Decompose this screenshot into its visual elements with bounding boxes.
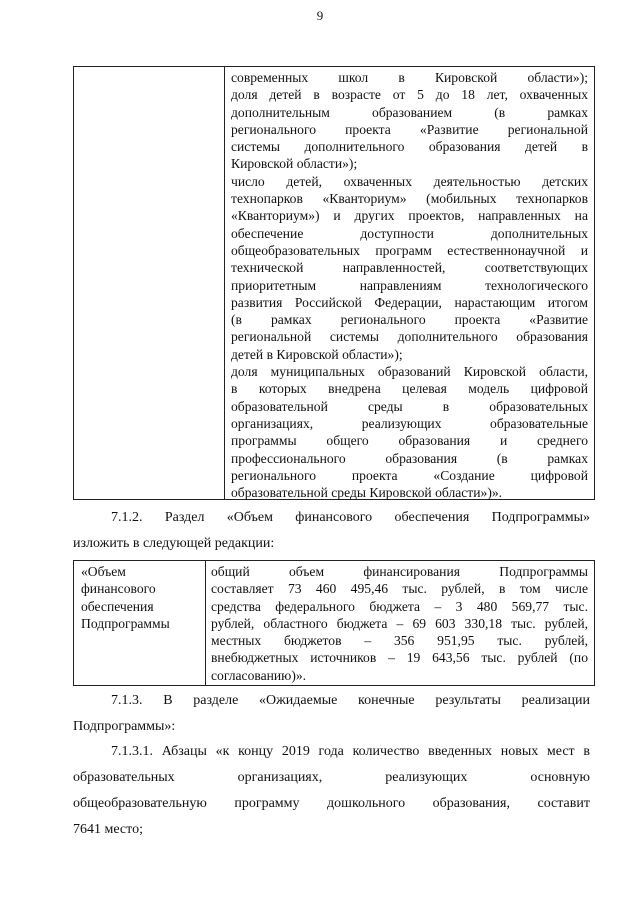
financing-label-line: Подпрограммы xyxy=(81,615,170,631)
financing-label-line: «Объем xyxy=(81,564,126,579)
financing-value-line: согласованию)». xyxy=(211,667,307,683)
indicators-line: доля муниципальных образований Кировской области, xyxy=(231,364,588,380)
indicators-line: образовательной среды Кировской области»)». xyxy=(231,485,503,501)
financing-value-cell xyxy=(211,563,588,684)
indicators-line: в которых внедрена целевая модель цифровой xyxy=(231,381,588,397)
indicators-line: (в рамках регионального проекта «Развитие xyxy=(231,312,588,328)
indicators-line: современных школ в Кировской области»); xyxy=(231,70,588,85)
indicators-line: «Кванториум») и других проектов, направленных на xyxy=(231,208,588,224)
financing-value-line: общий объем финансирования Подпрограммы xyxy=(211,564,588,579)
indicators-line: развития Российской Федерации, нарастающим итогом xyxy=(231,294,588,310)
indicators-line: регионального проекта «Создание цифровой xyxy=(231,467,588,483)
indicators-line: технической направленностей, соответствующих xyxy=(231,260,588,276)
indicators-cell xyxy=(231,69,588,501)
indicators-line: образовательной среды в образовательных xyxy=(231,398,588,414)
page-number: 9 xyxy=(316,8,324,23)
indicators-line: профессионального образования (в рамках xyxy=(231,450,588,466)
indicators-line: приоритетным направлениям технологического xyxy=(231,277,588,293)
indicators-line: общеобразовательных программ естественнонаучной и xyxy=(231,242,588,258)
financing-value-line: средства федерального бюджета – 3 480 569,77 тыс. xyxy=(211,598,588,614)
financing-value-line: внебюджетных источников – 19 643,56 тыс. рублей (по xyxy=(211,650,588,666)
paragraph-7-1-3 xyxy=(73,688,590,740)
indicators-line: доля детей в возрасте от 5 до 18 лет, охваченных xyxy=(231,87,588,103)
indicators-line: регионального проекта «Развитие региональной xyxy=(231,121,588,137)
paragraph-line: 7641 место; xyxy=(73,822,143,837)
financing-label-cell xyxy=(81,563,201,632)
table-column-divider xyxy=(205,561,206,685)
financing-value-line: составляет 73 460 495,46 тыс. рублей, в том числе xyxy=(211,581,588,597)
paragraph-7-1-3-1 xyxy=(73,739,590,843)
table-column-divider xyxy=(224,67,225,499)
indicators-line: системы дополнительного образования детей в xyxy=(231,139,588,155)
financing-table xyxy=(73,560,595,686)
indicators-line: региональной системы дополнительного образования xyxy=(231,329,588,345)
paragraph-line: 7.1.3. В разделе «Ожидаемые конечные результаты реализации xyxy=(111,693,590,708)
indicators-line: организациях, реализующих образовательные xyxy=(231,415,588,431)
financing-value-line: местных бюджетов – 356 951,95 тыс. рублей, xyxy=(211,633,588,649)
financing-label-line: обеспечения xyxy=(81,598,154,614)
indicators-line: число детей, охваченных деятельностью детских xyxy=(231,173,588,189)
indicators-line: дополнительным образованием (в рамках xyxy=(231,104,588,120)
paragraph-line: образовательных организациях, реализующих основную xyxy=(73,770,590,785)
paragraph-line: 7.1.2. Раздел «Объем финансового обеспечения Подпрограммы» xyxy=(111,510,590,525)
indicators-line: программы общего образования и среднего xyxy=(231,433,588,449)
indicators-line: детей в Кировской области»); xyxy=(231,346,403,362)
paragraph-line: Подпрограммы»: xyxy=(73,719,176,734)
financing-label-line: финансового xyxy=(81,581,156,597)
indicators-line: обеспечение доступности дополнительных xyxy=(231,225,588,241)
paragraph-line: общеобразовательную программу дошкольного образования, составит xyxy=(73,796,590,811)
paragraph-line: изложить в следующей редакции: xyxy=(73,536,275,551)
indicators-line: технопарков «Кванториум» (мобильных технопарков xyxy=(231,191,588,207)
indicators-table xyxy=(73,66,595,500)
indicators-line: Кировской области»); xyxy=(231,156,358,172)
paragraph-7-1-2 xyxy=(73,505,590,557)
financing-value-line: рублей, областного бюджета – 69 603 330,18 тыс. рублей, xyxy=(211,615,588,631)
paragraph-line: 7.1.3.1. Абзацы «к концу 2019 года количество введенных новых мест в xyxy=(111,744,590,759)
